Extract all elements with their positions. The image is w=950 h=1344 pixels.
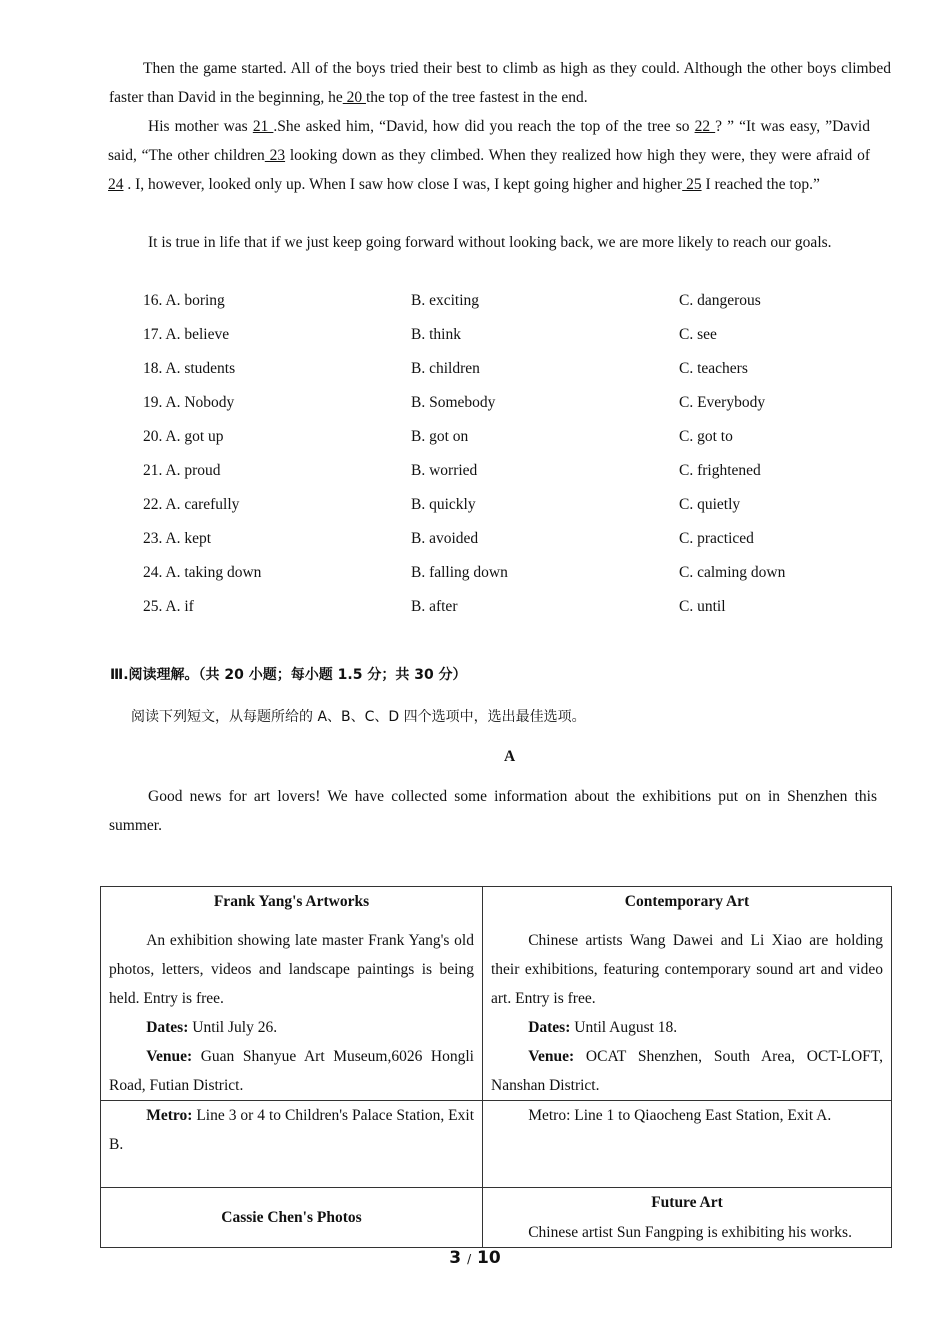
exhibition-title: Future Art <box>651 1194 723 1211</box>
passage-paragraph-1: Then the game started. All of the boys tried their best to climb as high as they could. Although the other boys climbed faster than David in the beginning, he 20 the top of the tree fastest in the end. <box>109 60 891 106</box>
section-heading: Ⅲ.阅读理解。（共 20 小题；每小题 1.5 分；共 30 分） <box>110 667 467 683</box>
exhibition-description: An exhibition showing late master Frank Yang's old photos, letters, videos and landscape paintings is being held. Entry is free. <box>109 932 474 1007</box>
option-b: B. after <box>411 598 458 615</box>
exhibition-metro: Metro: Line 1 to Qiaocheng East Station, Exit A. <box>528 1107 832 1124</box>
option-b: B. exciting <box>411 292 480 309</box>
exhibition-cell-contemporary-art <box>483 887 892 1101</box>
table-row <box>101 1101 892 1188</box>
option-b: B. children <box>411 360 480 377</box>
option-a: 24. A. taking down <box>143 564 262 581</box>
exhibition-table <box>100 886 892 1248</box>
passage-paragraph-3: It is true in life that if we just keep going forward without looking back, we are more likely to reach our goals. <box>148 234 832 251</box>
exhibition-description: Chinese artist Sun Fangping is exhibiting his works. <box>528 1224 852 1241</box>
option-b: B. think <box>411 326 461 343</box>
part-label: A <box>504 748 516 765</box>
exhibition-venue: Venue: OCAT Shenzhen, South Area, OCT-LOFT, Nanshan District. <box>491 1048 883 1094</box>
option-c: C. frightened <box>679 462 761 479</box>
page-number: 3 / 10 <box>449 1248 501 1268</box>
option-b: B. got on <box>411 428 469 445</box>
option-c: C. quietly <box>679 496 741 513</box>
option-c: C. dangerous <box>679 292 761 309</box>
option-b: B. falling down <box>411 564 508 581</box>
exhibition-dates: Dates: Until July 26. <box>146 1019 278 1036</box>
blank-22: 22 <box>694 118 716 135</box>
part-intro: Good news for art lovers! We have collected some information about the exhibitions put on in Shenzhen this summer. <box>109 788 877 834</box>
table-row <box>101 1188 892 1248</box>
option-c: C. calming down <box>679 564 786 581</box>
blank-24: 24 <box>108 176 124 193</box>
option-a: 18. A. students <box>143 360 236 377</box>
blank-23: 23 <box>264 147 286 164</box>
exhibition-cell-future-art <box>483 1188 892 1248</box>
option-b: B. Somebody <box>411 394 496 411</box>
exhibition-cell-frank-yang <box>101 887 483 1101</box>
option-a: 22. A. carefully <box>143 496 240 513</box>
section-instruction: 阅读下列短文，从每题所给的 A、B、C、D 四个选项中，选出最佳选项。 <box>131 709 586 725</box>
option-a: 17. A. believe <box>143 326 230 343</box>
option-c: C. Everybody <box>679 394 766 411</box>
option-a: 20. A. got up <box>143 428 224 445</box>
option-b: B. worried <box>411 462 478 479</box>
option-a: 16. A. boring <box>143 292 225 309</box>
exhibition-venue: Venue: Guan Shanyue Art Museum,6026 Hongli Road, Futian District. <box>109 1048 474 1094</box>
option-c: C. until <box>679 598 726 615</box>
table-row <box>101 887 892 1101</box>
option-c: C. see <box>679 326 717 343</box>
exhibition-title: Cassie Chen's Photos <box>221 1209 362 1226</box>
exhibition-dates: Dates: Until August 18. <box>528 1019 678 1036</box>
blank-20: 20 <box>342 89 366 106</box>
passage-paragraph-2: His mother was 21 .She asked him, “David, how did you reach the top of the tree so 22 ? ” “It was easy, ”David said, “The other children 23 looking down as they climbed. When they realized how high they were, they were afraid of 24 . I, however, looked only up. When I saw how close I was, I kept going higher and higher 25 I reached the top.” <box>108 118 870 193</box>
option-a: 19. A. Nobody <box>143 394 235 411</box>
option-c: C. teachers <box>679 360 748 377</box>
option-c: C. got to <box>679 428 733 445</box>
exhibition-cell-cassie-chen <box>101 1188 483 1248</box>
option-b: B. avoided <box>411 530 479 547</box>
option-a: 21. A. proud <box>143 462 221 479</box>
option-a: 23. A. kept <box>143 530 212 547</box>
exhibition-metro: Metro: Line 3 or 4 to Children's Palace Station, Exit B. <box>109 1107 474 1153</box>
option-a: 25. A. if <box>143 598 194 615</box>
exhibition-title: Contemporary Art <box>624 893 750 910</box>
exhibition-description: Chinese artists Wang Dawei and Li Xiao are holding their exhibitions, featuring contemporary sound art and video art. Entry is free. <box>491 932 883 1007</box>
option-c: C. practiced <box>679 530 754 547</box>
option-b: B. quickly <box>411 496 476 513</box>
metro-cell-frank-yang <box>101 1101 483 1188</box>
metro-cell-contemporary-art <box>483 1101 892 1188</box>
blank-21: 21 <box>252 118 274 135</box>
exhibition-title: Frank Yang's Artworks <box>213 893 370 910</box>
blank-25: 25 <box>682 176 702 193</box>
